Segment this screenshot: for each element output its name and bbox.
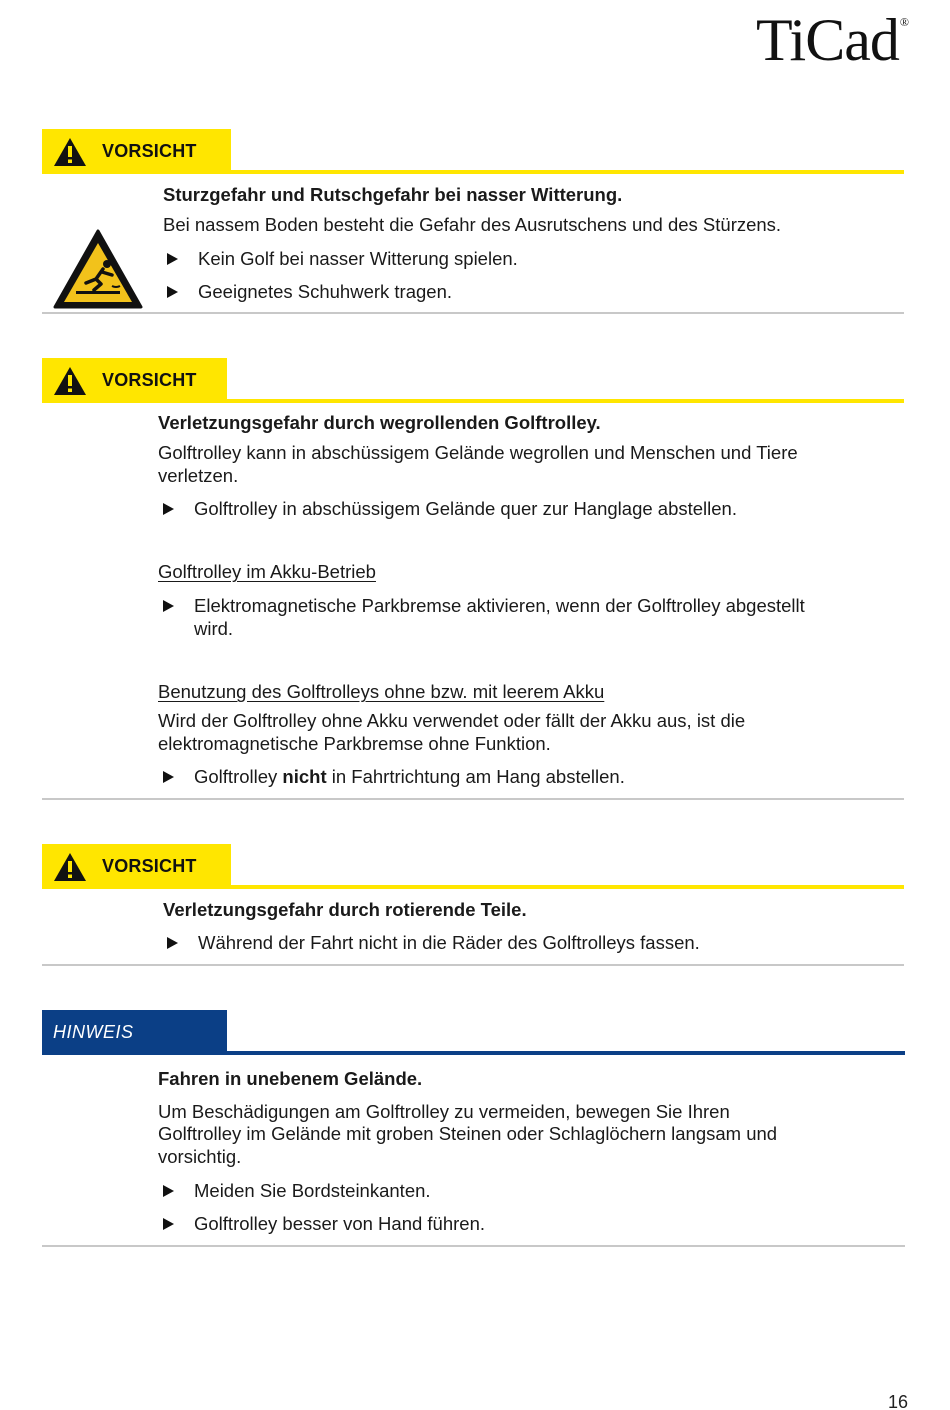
warning-tab (42, 129, 231, 174)
bullet-text: Während der Fahrt nicht in die Räder des Golftrolleys fassen. (198, 932, 700, 953)
bullet-item (163, 594, 805, 640)
bullet-text (194, 594, 805, 640)
bullet-item (163, 497, 737, 520)
bullet-arrow-icon (163, 503, 174, 515)
warning-label: VORSICHT (102, 370, 197, 390)
warning-triangle-icon (53, 137, 87, 167)
section-title: Sturzgefahr und Rutschgefahr bei nasser Witterung. (163, 184, 623, 205)
warning-label: VORSICHT (102, 856, 197, 876)
bullet-text-post: in Fahrtrichtung am Hang abstellen. (326, 766, 625, 787)
bullet-text: Golftrolley in abschüssigem Gelände quer zur Hanglage abstellen. (194, 498, 737, 519)
brand-logo (756, 7, 908, 73)
bullet-text: Meiden Sie Bordsteinkanten. (194, 1180, 431, 1201)
bullet-text: Geeignetes Schuhwerk tragen. (198, 281, 453, 302)
section-text-line: Golftrolley kann in abschüssigem Gelände wegrollen und Menschen und Tiere (158, 442, 798, 463)
bullet-item (163, 1179, 431, 1202)
warning-tab (42, 358, 227, 403)
subheading-akku-betrieb: Golftrolley im Akku-Betrieb (158, 561, 376, 582)
bullet-item (163, 1212, 485, 1235)
section-text-line: Um Beschädigungen am Golftrolley zu vermeiden, bewegen Sie Ihren (158, 1101, 730, 1122)
warning-label: VORSICHT (102, 141, 197, 161)
bullet-text-line: Elektromagnetische Parkbremse aktivieren, wenn der Golftrolley abgestellt (194, 595, 805, 616)
registered-mark: ® (899, 15, 908, 29)
bullet-item (167, 931, 700, 954)
section-text: Bei nassem Boden besteht die Gefahr des Ausrutschens und des Stürzens. (163, 214, 782, 235)
bullet-arrow-icon (167, 286, 178, 298)
notice-tab (42, 1010, 227, 1055)
section-text-line: Golftrolley im Gelände mit groben Steinen oder Schlaglöchern langsam und (158, 1123, 778, 1144)
warning-section-rolling (42, 358, 904, 803)
logo-text: TiCad (756, 7, 899, 73)
warning-header (42, 129, 904, 174)
section-divider (42, 1245, 905, 1247)
warning-body (42, 174, 904, 316)
section-text-line: elektromagnetische Parkbremse ohne Funktion. (158, 733, 551, 754)
bullet-arrow-icon (163, 600, 174, 612)
bullet-text-pre: Golftrolley (194, 766, 283, 787)
section-text-line: Wird der Golftrolley ohne Akku verwendet oder fällt der Akku aus, ist die (158, 710, 746, 731)
bullet-item (167, 280, 452, 303)
section-text-line: verletzen. (158, 465, 239, 486)
warning-tab (42, 844, 231, 889)
bullet-arrow-icon (163, 1185, 174, 1197)
bullet-item (163, 765, 625, 788)
bullet-text-line: wird. (194, 618, 234, 639)
warning-section-rotating (42, 844, 904, 969)
section-text-line: vorsichtig. (158, 1146, 242, 1167)
section-divider (42, 798, 904, 800)
page-number: 16 (887, 1392, 908, 1410)
slippery-floor-sign-icon (52, 228, 144, 310)
bullet-arrow-icon (167, 937, 178, 949)
section-divider (42, 312, 904, 314)
warning-section-slip (42, 129, 904, 316)
notice-header (42, 1010, 905, 1055)
bullet-text-emphasis: nicht (282, 766, 327, 787)
section-title: Verletzungsgefahr durch wegrollenden Golftrolley. (158, 412, 601, 433)
warning-header (42, 358, 904, 403)
warning-header (42, 844, 904, 889)
bullet-item (167, 247, 518, 270)
notice-label: HINWEIS (53, 1022, 134, 1042)
warning-triangle-icon (53, 366, 87, 396)
subheading-leerer-akku: Benutzung des Golftrolleys ohne bzw. mit leerem Akku (158, 681, 605, 702)
notice-section-terrain (42, 1010, 905, 1250)
section-title: Fahren in unebenem Gelände. (158, 1068, 423, 1089)
bullet-arrow-icon (163, 771, 174, 783)
section-title: Verletzungsgefahr durch rotierende Teile. (163, 899, 527, 920)
warning-triangle-icon (53, 852, 87, 882)
bullet-arrow-icon (163, 1218, 174, 1230)
bullet-arrow-icon (167, 253, 178, 265)
bullet-text: Kein Golf bei nasser Witterung spielen. (198, 248, 518, 269)
bullet-text: Golftrolley besser von Hand führen. (194, 1213, 486, 1234)
warning-body (42, 889, 904, 969)
bullet-text (194, 765, 625, 788)
warning-body (42, 403, 904, 803)
section-divider (42, 964, 904, 966)
notice-body (42, 1055, 905, 1250)
